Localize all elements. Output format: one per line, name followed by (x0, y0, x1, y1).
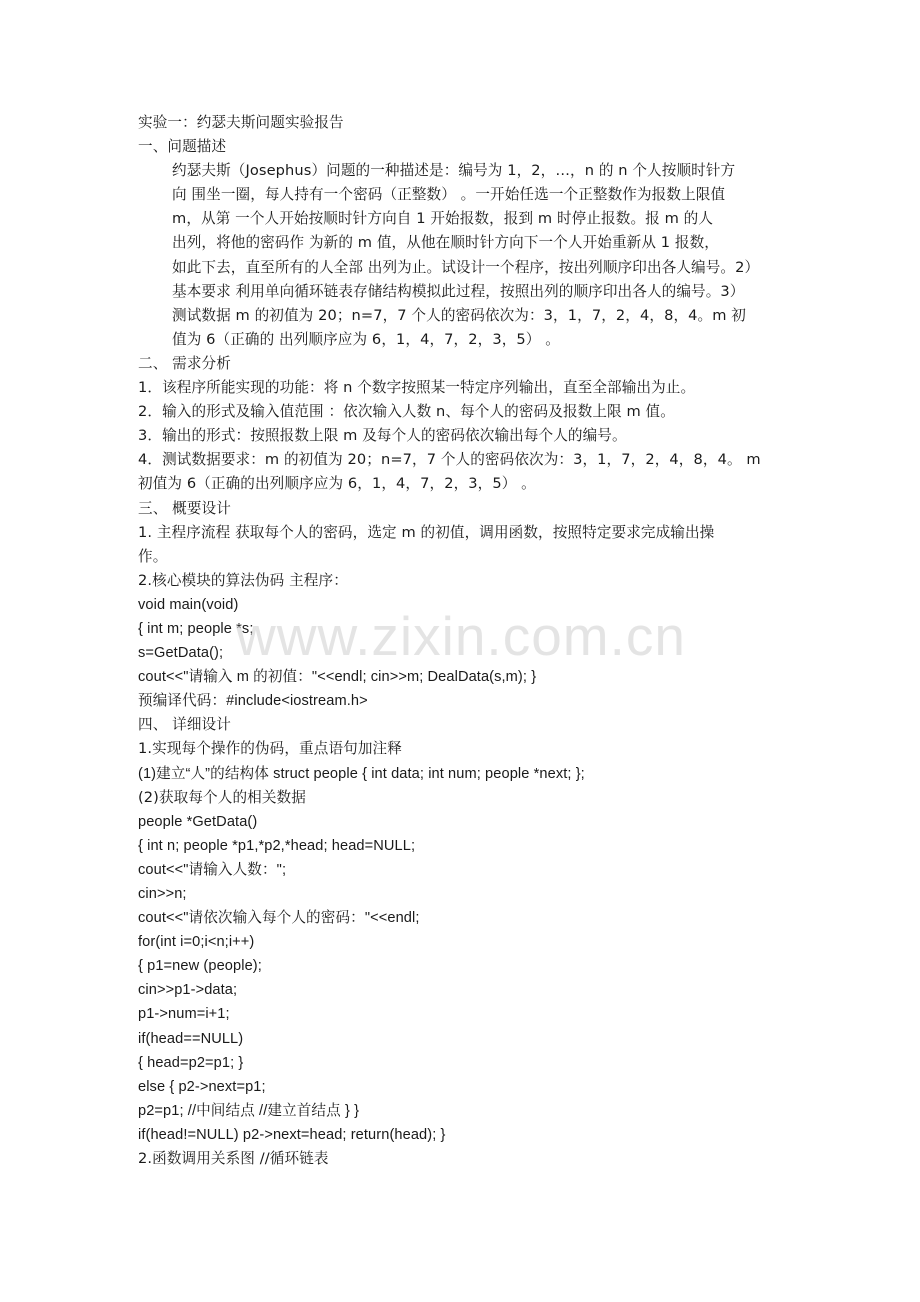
paragraph-line: 基本要求 利用单向循环链表存储结构模拟此过程，按照出列的顺序印出各人的编号。3） (172, 282, 745, 300)
code-line: cout<<"请依次输入每个人的密码："<<endl; (138, 910, 420, 927)
code-line: cin>>n; (138, 886, 187, 902)
section-heading-problem: 一、问题描述 (138, 138, 227, 156)
paragraph-line: 向 围坐一圈，每人持有一个密码（正整数） 。一开始任选一个正整数作为报数上限值 (172, 186, 726, 204)
paragraph-line: 如此下去，直至所有的人全部 出列为止。试设计一个程序，按出列顺序印出各人编号。2） (172, 258, 760, 276)
code-line: p1->num=i+1; (138, 1006, 230, 1023)
paragraph-line: 约瑟夫斯（Josephus）问题的一种描述是：编号为 1，2，…，n 的 n 个人按顺时针方 (172, 162, 736, 180)
paragraph-line: 作。 (138, 547, 168, 565)
code-line: cin>>p1->data; (138, 982, 238, 999)
code-line: { p1=new (people); (138, 958, 262, 975)
paragraph-line: 测试数据 m 的初值为 20；n=7，7 个人的密码依次为：3，1，7，2，4，8，4。m 初 (172, 306, 746, 324)
code-line: { head=p2=p1; } (138, 1054, 244, 1071)
code-line: cout<<"请输入 m 的初值："<<endl; cin>>m; DealData(s,m); } (138, 669, 537, 686)
code-line: else { p2->next=p1; (138, 1078, 266, 1095)
code-line: if(head!=NULL) p2->next=head; return(head); } (138, 1126, 446, 1143)
paragraph-line: 值为 6（正确的 出列顺序应为 6，1，4，7，2，3，5） 。 (172, 330, 560, 348)
code-line: s=GetData(); (138, 645, 224, 662)
paragraph-line: 1. 主程序流程 获取每个人的密码，选定 m 的初值，调用函数，按照特定要求完成输出操 (138, 523, 715, 541)
code-line: cout<<"请输入人数："; (138, 861, 287, 878)
paragraph-line: 4．测试数据要求：m 的初值为 20；n=7，7 个人的密码依次为：3，1，7，2，4，8，4。 m (138, 451, 761, 469)
code-line: p2=p1; //中间结点 //建立首结点 } } (138, 1102, 360, 1119)
paragraph-line: m，从第 一个人开始按顺时针方向自 1 开始报数，报到 m 时停止报数。报 m 的人 (172, 210, 714, 228)
paragraph-line: 2．输入的形式及输入值范围 ：依次输入人数 n、每个人的密码及报数上限 m 值。 (138, 403, 675, 421)
code-line: for(int i=0;i<n;i++) (138, 934, 255, 951)
paragraph-line: 1．该程序所能实现的功能：将 n 个数字按照某一特定序列输出，直至全部输出为止。 (138, 379, 696, 397)
paragraph-line: 2.函数调用关系图 //循环链表 (138, 1150, 329, 1168)
code-line: { int m; people *s; (138, 620, 254, 637)
paragraph-line: 出列，将他的密码作 为新的 m 值，从他在顺时针方向下一个人开始重新从 1 报数， (172, 234, 719, 252)
section-heading-outline: 三、 概要设计 (138, 499, 231, 517)
paragraph-line: 初值为 6（正确的出列顺序应为 6，1，4，7，2，3，5） 。 (138, 475, 536, 493)
code-line: if(head==NULL) (138, 1030, 244, 1047)
code-line: 预编译代码：#include<iostream.h> (138, 693, 368, 710)
paragraph-line: 2.核心模块的算法伪码 主程序： (138, 571, 348, 589)
paragraph-line: 1.实现每个操作的伪码，重点语句加注释 (138, 740, 402, 758)
report-title: 实验一：约瑟夫斯问题实验报告 (138, 114, 344, 131)
section-heading-requirements: 二、 需求分析 (138, 354, 231, 372)
document-body (138, 111, 788, 1171)
code-line: { int n; people *p1,*p2,*head; head=NULL; (138, 837, 416, 854)
paragraph-line: (2)获取每个人的相关数据 (138, 788, 306, 806)
watermark: www.zixin.com.cn (236, 605, 686, 667)
section-heading-detail: 四、 详细设计 (138, 716, 231, 734)
paragraph-line: 3．输出的形式：按照报数上限 m 及每个人的密码依次输出每个人的编号。 (138, 427, 627, 445)
code-line: void main(void) (138, 596, 239, 613)
code-line: (1)建立“人”的结构体 struct people { int data; int num; people *next; }; (138, 765, 585, 782)
code-line: people *GetData() (138, 813, 258, 830)
